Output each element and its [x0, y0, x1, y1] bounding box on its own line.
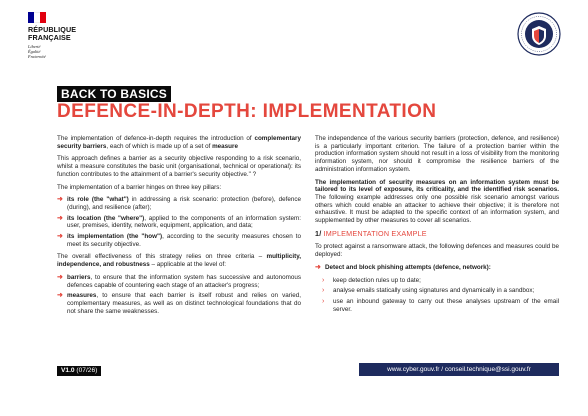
list-item: ➜ its location (the "where"), applied to the components of an information system: user, premises, identity, network, equipment, application, and data; [57, 214, 302, 230]
version-badge: V1.0 (07/26) [57, 366, 101, 376]
page-title: DEFENCE-IN-DEPTH: IMPLEMENTATION [57, 101, 437, 122]
chevron-right-icon: › [322, 297, 325, 305]
arrow-right-icon: ➜ [315, 263, 321, 271]
measures-list [315, 277, 559, 314]
motto-liberte: Liberté [28, 44, 41, 49]
section-heading: 1/ IMPLEMENTATION EXAMPLE [315, 228, 427, 238]
example-intro: To protect against a ransomware attack, the following defences and measures could be deployed: [315, 243, 559, 259]
list-item: ➜ its implementation (the "how"), according to the security measures chosen to meet its security objective. [57, 233, 301, 248]
french-flag-icon [28, 12, 46, 23]
republique-francaise-logo [28, 12, 98, 59]
list-item: ➜ Detect and block phishing attempts (defence, network): [315, 263, 491, 271]
republic-line-1: RÉPUBLIQUE [28, 25, 77, 34]
arrow-right-icon: ➜ [57, 292, 63, 300]
motto-egalite: Égalité [28, 49, 41, 54]
kicker-label: BACK TO BASICS [57, 86, 171, 102]
intro-paragraph: The implementation of defence-in-depth requires the introduction of complementary security barriers, each of which is made up of a set of measure [57, 135, 301, 150]
pillars-intro: The implementation of a barrier hinges on three key pillars: [57, 183, 222, 191]
left-column [57, 135, 301, 320]
defences-list [315, 264, 559, 272]
motto [28, 44, 98, 59]
list-item: › use an inbound gateway to carry out these analyses upstream of the email server. [322, 297, 559, 313]
arrow-right-icon: ➜ [57, 214, 63, 222]
criteria-paragraph: The overall effectiveness of this strategy relies on three criteria – multiplicity, independence, and robustness – applicable at the level of: [57, 253, 301, 269]
right-column [315, 135, 559, 318]
motto-fraternite: Fraternité [28, 54, 46, 59]
arrow-right-icon: ➜ [57, 233, 63, 241]
chevron-right-icon: › [322, 276, 325, 284]
anssi-seal-logo [517, 12, 561, 56]
arrow-right-icon: ➜ [57, 273, 63, 281]
pillars-list [57, 196, 301, 248]
arrow-right-icon: ➜ [57, 196, 63, 204]
list-item: ➜ barriers, to ensure that the information system has successive and autonomous defences capable of countering each stage of an attacker's progress; [57, 273, 301, 289]
levels-list [57, 274, 301, 316]
barrier-definition-paragraph: This approach defines a barrier as a security objective responding to a risk scenario, whilst a measure constitutes the basic unit (organisational, technical or operational): its function contributes to the attainment of a barrier's security objective." ? [57, 155, 301, 178]
list-item: ➜ measures, to ensure that each barrier is itself robust and relies on varied, complementary measures, as well as on distinct technological foundations that do not share the same weaknesses. [57, 292, 301, 315]
list-item: › analyse emails statically using signatures and dynamically in a sandbox; [322, 287, 535, 295]
republic-line-2: FRANÇAISE [28, 33, 71, 42]
list-item: › keep detection rules up to date; [322, 276, 421, 284]
tailoring-paragraph: The implementation of security measures on an information system must be tailored to its level of exposure, its criticality, and the identified risk scenarios. The following example addresses only one possible risk scenario amongst various others which could enable an attacker to achieve their objective; it is therefore not exhaustive. It must be adapted to the specific context of an information system, and supplemented by other measures to cover all scenarios. [315, 178, 559, 225]
chevron-right-icon: › [322, 287, 325, 295]
contact-links[interactable]: www.cyber.gouv.fr / conseil.technique@ssi.gouv.fr [359, 363, 559, 376]
independence-paragraph: The independence of the various security barriers (protection, defence, and resilience) is a particularly important criterion. The failure of a protection barrier within the production information system should not result in a loss of visibility from the monitoring information system, nor should it compromise the resilience barriers of the administration information system. [315, 135, 559, 173]
list-item: ➜ its role (the "what") in addressing a risk scenario: protection (before), defence (during), and resilience (after); [57, 196, 301, 211]
